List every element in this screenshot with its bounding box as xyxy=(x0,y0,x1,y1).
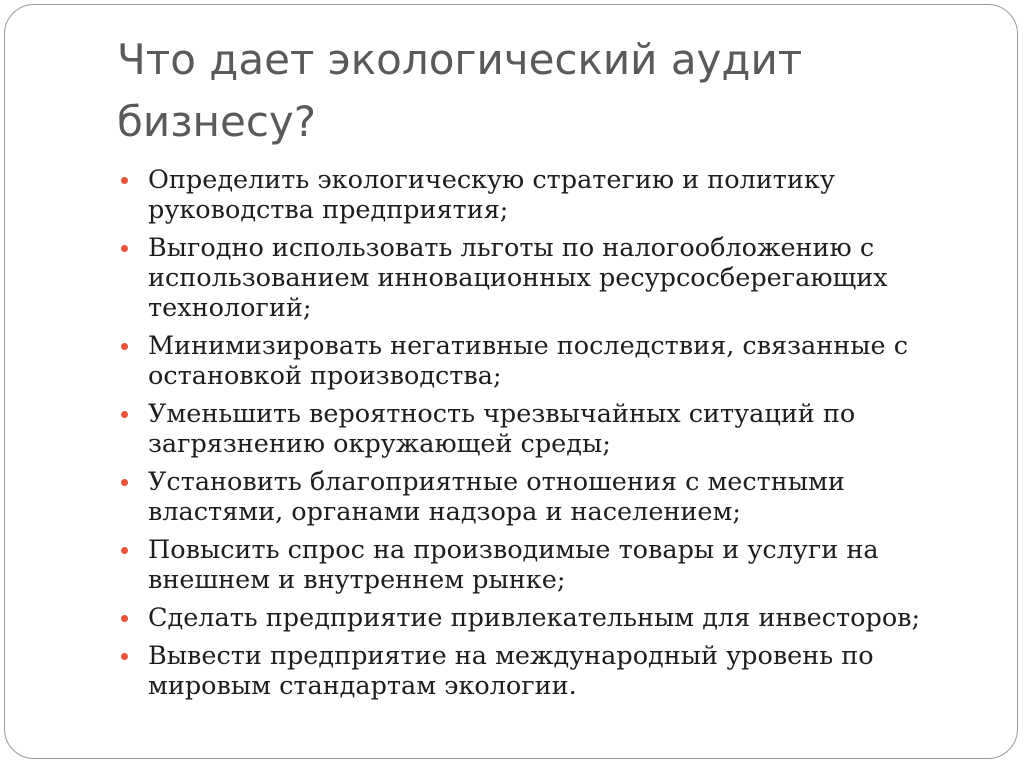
list-item xyxy=(117,641,977,701)
list-item-text: Выгодно использовать льготы по налогообложению с использованием инновационных ресурсосберегающих технологий; xyxy=(148,233,888,323)
list-item-text: Вывести предприятие на международный уровень по мировым стандартам экологии. xyxy=(148,641,874,701)
list-item-text: Установить благоприятные отношения с местными властями, органами надзора и населением; xyxy=(148,467,845,527)
bullet-dot-icon xyxy=(121,547,128,554)
list-item xyxy=(117,603,977,633)
bullet-dot-icon xyxy=(121,343,128,350)
bullet-dot-icon xyxy=(121,615,128,622)
bullet-dot-icon xyxy=(121,653,128,660)
list-item xyxy=(117,467,977,527)
list-item xyxy=(117,331,977,391)
list-item-text: Минимизировать негативные последствия, связанные с остановкой производства; xyxy=(148,331,909,391)
list-item xyxy=(117,399,977,459)
bullet-dot-icon xyxy=(121,177,128,184)
bullet-dot-icon xyxy=(121,245,128,252)
list-item-text: Уменьшить вероятность чрезвычайных ситуаций по загрязнению окружающей среды; xyxy=(148,399,856,459)
list-item-text: Сделать предприятие привлекательным для инвесторов; xyxy=(148,603,921,633)
list-item xyxy=(117,233,977,323)
list-item-text: Повысить спрос на производимые товары и услуги на внешнем и внутреннем рынке; xyxy=(148,535,879,595)
list-item-text: Определить экологическую стратегию и политику руководства предприятия; xyxy=(148,165,835,225)
bullet-dot-icon xyxy=(121,411,128,418)
slide-frame xyxy=(4,4,1018,759)
bullet-list xyxy=(117,165,977,709)
bullet-dot-icon xyxy=(121,479,128,486)
slide-title: Что дает экологический аудит бизнесу? xyxy=(117,35,803,146)
list-item xyxy=(117,535,977,595)
list-item xyxy=(117,165,977,225)
